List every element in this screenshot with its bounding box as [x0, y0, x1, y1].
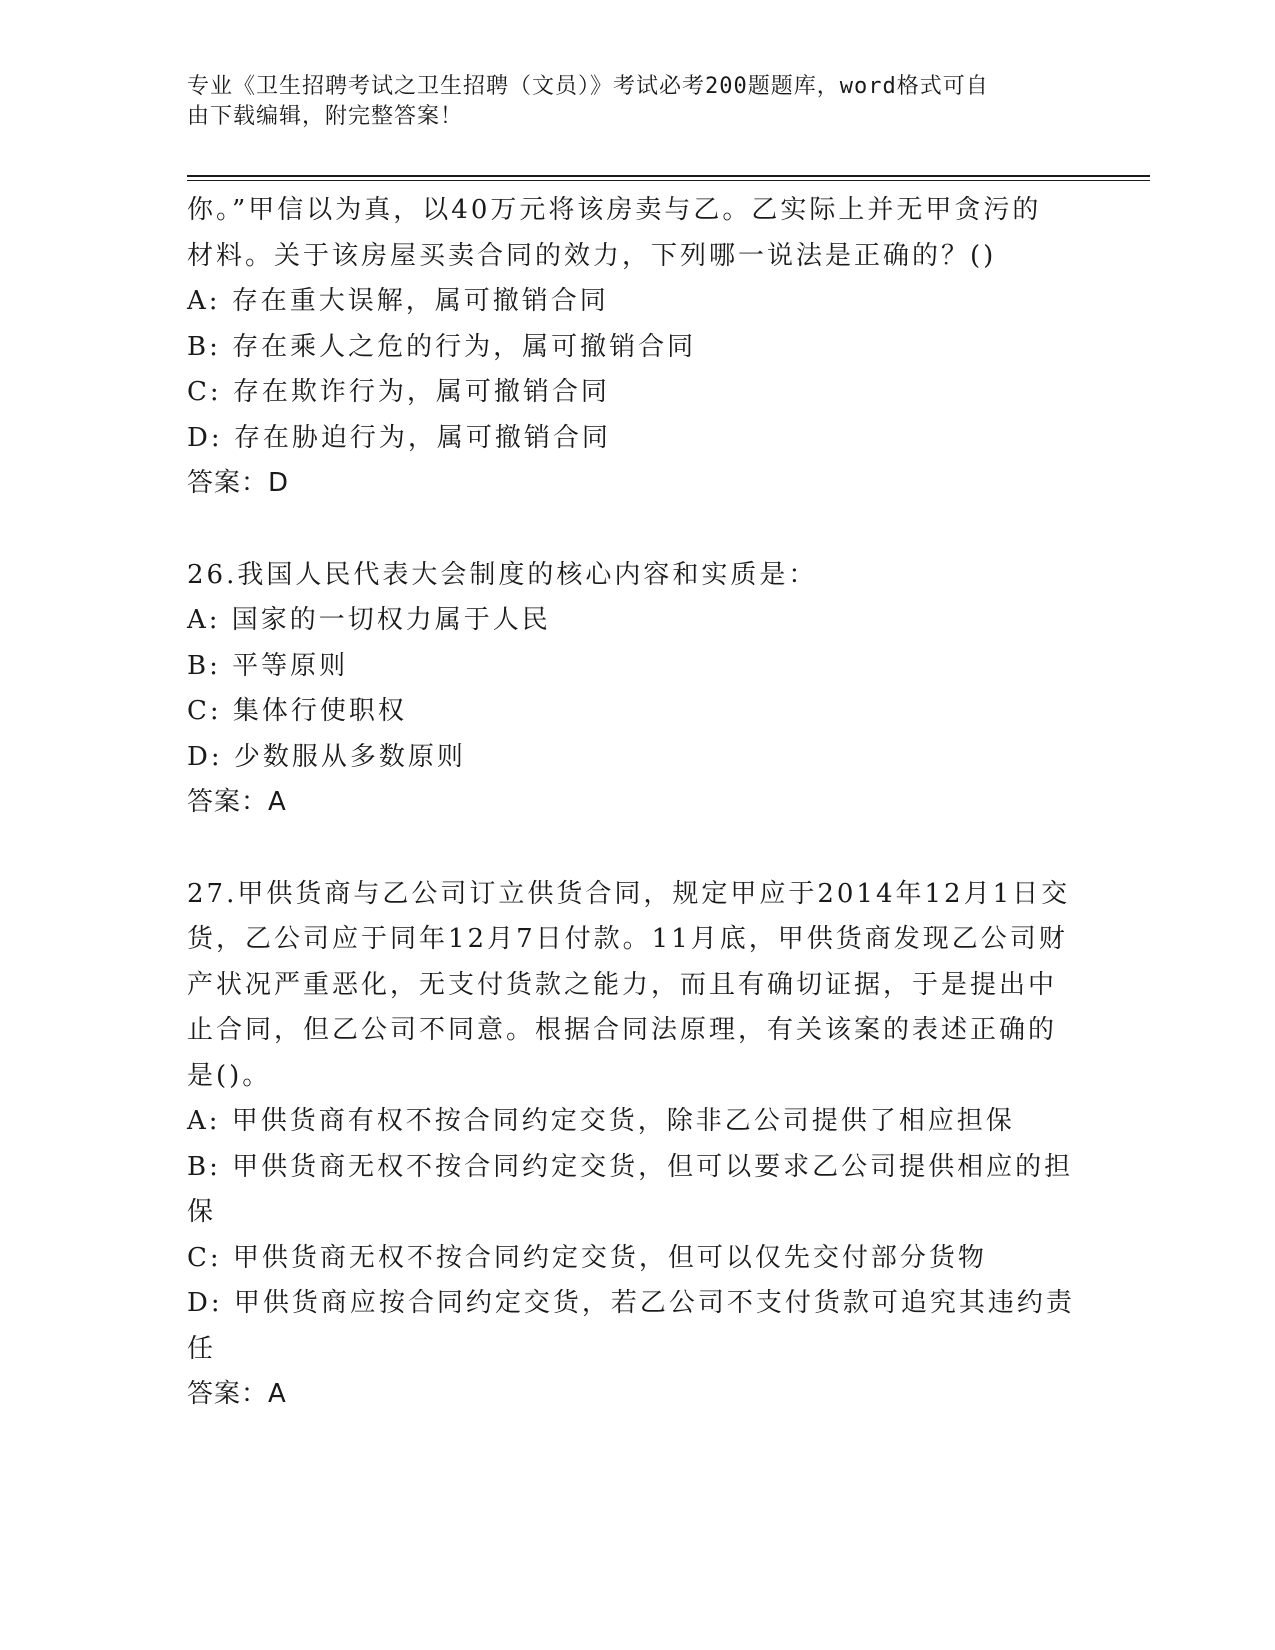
- question-stem: 26.我国人民代表大会制度的核心内容和实质是：: [187, 559, 818, 590]
- header-divider-thick: [187, 175, 1150, 177]
- option-c: C: 存在欺诈行为，属可撤销合同: [187, 377, 610, 407]
- option-d: D: 存在胁迫行为，属可撤销合同: [187, 422, 611, 453]
- question-spacer: [187, 826, 1087, 872]
- option-d-continuation: 任: [187, 1333, 217, 1364]
- answer-line: 答案：A: [187, 1379, 287, 1409]
- option-a: A: 存在重大误解，属可撤销合同: [187, 286, 609, 316]
- answer-line: 答案：D: [187, 468, 290, 498]
- document-header: [187, 72, 1067, 132]
- header-line-2: 由下载编辑，附完整答案！: [187, 104, 464, 129]
- answer-line: 答案：A: [187, 787, 287, 817]
- option-b: B: 甲供货商无权不按合同约定交货，但可以要求乙公司提供相应的担: [187, 1151, 1074, 1182]
- question-25: [187, 188, 1087, 507]
- option-b: B: 存在乘人之危的行为，属可撤销合同: [187, 331, 697, 362]
- option-c: C: 集体行使职权: [187, 696, 407, 726]
- question-spacer: [187, 507, 1087, 553]
- question-stem-line: 材料。关于该房屋买卖合同的效力，下列哪一说法是正确的？(): [187, 240, 997, 271]
- header-divider-thin: [187, 180, 1150, 181]
- option-c: C: 甲供货商无权不按合同约定交货，但可以仅先交付部分货物: [187, 1242, 987, 1273]
- question-27: [187, 872, 1087, 1418]
- option-b: B: 平等原则: [187, 650, 349, 681]
- question-stem-line: 止合同，但乙公司不同意。根据合同法原理，有关该案的表述正确的: [187, 1015, 1058, 1045]
- question-stem-line: 货，乙公司应于同年12月7日付款。11月底，甲供货商发现乙公司财: [187, 924, 1068, 954]
- question-stem-line: 是()。: [187, 1060, 272, 1091]
- option-b-continuation: 保: [187, 1197, 217, 1227]
- option-d: D: 少数服从多数原则: [187, 741, 466, 772]
- option-d: D: 甲供货商应按合同约定交货，若乙公司不支付货款可追究其违约责: [187, 1288, 1075, 1318]
- option-a: A: 国家的一切权力属于人民: [187, 605, 551, 635]
- document-body: [187, 188, 1087, 1418]
- question-stem-line: 产状况严重恶化，无支付货款之能力，而且有确切证据，于是提出中: [187, 969, 1058, 1000]
- question-stem-line: 27.甲供货商与乙公司订立供货合同，规定甲应于2014年12月1日交: [187, 878, 1071, 909]
- question-stem-line: 你。”甲信以为真，以40万元将该房卖与乙。乙实际上并无甲贪污的: [187, 195, 1042, 225]
- question-26: [187, 553, 1087, 826]
- header-line-1: 专业《卫生招聘考试之卫生招聘（文员）》考试必考200题题库，word格式可自: [187, 74, 989, 99]
- option-a: A: 甲供货商有权不按合同约定交货，除非乙公司提供了相应担保: [187, 1106, 1015, 1136]
